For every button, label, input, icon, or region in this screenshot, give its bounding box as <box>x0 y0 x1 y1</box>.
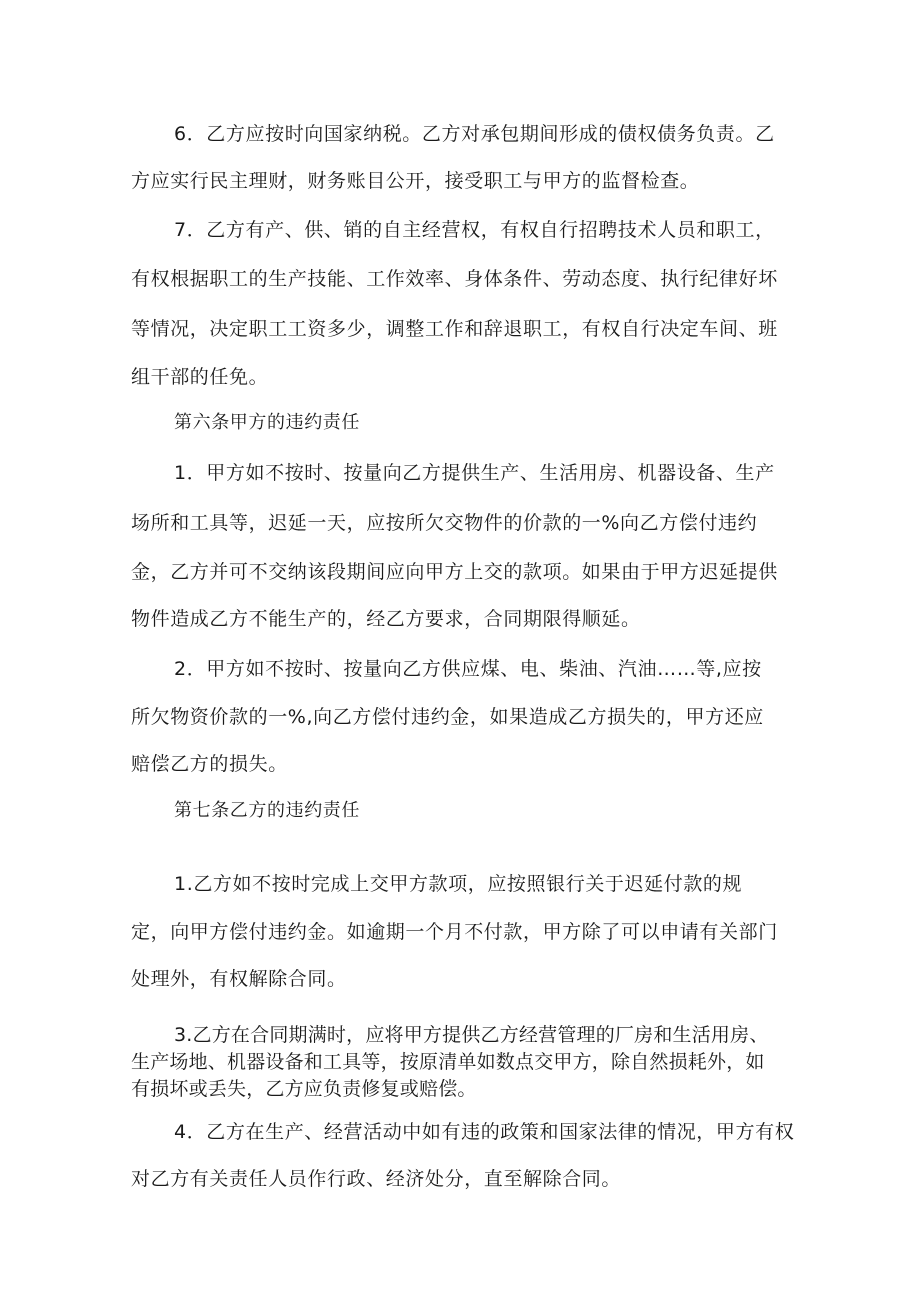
article-7-item-4-line-2: 对乙方有关责任人员作行政、经济处分，直至解除合同。 <box>131 1168 622 1190</box>
article-7-item-1-line-1: 1.乙方如不按时完成上交甲方款项，应按照银行关于迟延付款的规 <box>174 873 743 895</box>
article-7-item-3-line-2: 生产场地、机器设备和工具等，按原清单如数点交甲方，除自然损耗外，如 <box>131 1051 765 1073</box>
clause-7-line-2: 有权根据职工的生产技能、工作效率、身体条件、劳动态度、执行纪律好坏 <box>131 268 778 290</box>
article-6-item-2-line-1: 2．甲方如不按时、按量向乙方供应煤、电、柴油、汽油……等,应按 <box>174 658 762 680</box>
article-7-heading: 第七条乙方的违约责任 <box>174 800 360 821</box>
article-6-item-1-line-1: 1．甲方如不按时、按量向乙方提供生产、生活用房、机器设备、生产 <box>174 462 775 484</box>
clause-7-line-1: 7．乙方有产、供、销的自主经营权，有权自行招聘技术人员和职工， <box>174 219 775 241</box>
article-7-item-3-line-3: 有损坏或丢失，乙方应负责修复或赔偿。 <box>131 1078 477 1100</box>
article-6-item-1-line-3: 金，乙方并可不交纳该段期间应向甲方上交的款项。如果由于甲方迟延提供 <box>131 561 778 583</box>
article-6-item-2-line-2: 所欠物资价款的一%,向乙方偿付违约金，如果造成乙方损失的，甲方还应 <box>131 706 764 728</box>
clause-7-line-4: 组干部的任免。 <box>131 366 269 388</box>
article-6-item-2-line-3: 赔偿乙方的损失。 <box>131 753 288 775</box>
article-7-item-1-line-3: 处理外，有权解除合同。 <box>131 968 347 990</box>
clause-7-line-3: 等情况，决定职工工资多少，调整工作和辞退职工，有权自行决定车间、班 <box>131 318 778 340</box>
article-6-heading: 第六条甲方的违约责任 <box>174 412 360 433</box>
article-6-item-1-line-2: 场所和工具等，迟延一天，应按所欠交物件的价款的一%向乙方偿付违约 <box>131 512 758 534</box>
article-7-item-1-line-2: 定，向甲方偿付违约金。如逾期一个月不付款，甲方除了可以申请有关部门 <box>131 921 778 943</box>
clause-6-line-1: 6．乙方应按时向国家纳税。乙方对承包期间形成的债权债务负责。乙 <box>174 123 775 145</box>
article-6-item-1-line-4: 物件造成乙方不能生产的，经乙方要求，合同期限得顺延。 <box>131 608 641 630</box>
article-7-item-4-line-1: 4．乙方在生产、经营活动中如有违的政策和国家法律的情况，甲方有权 <box>174 1121 795 1143</box>
clause-6-line-2: 方应实行民主理财，财务账目公开，接受职工与甲方的监督检查。 <box>131 170 700 192</box>
article-7-item-3-line-1: 3.乙方在合同期满时，应将甲方提供乙方经营管理的厂房和生活用房、 <box>174 1024 769 1046</box>
